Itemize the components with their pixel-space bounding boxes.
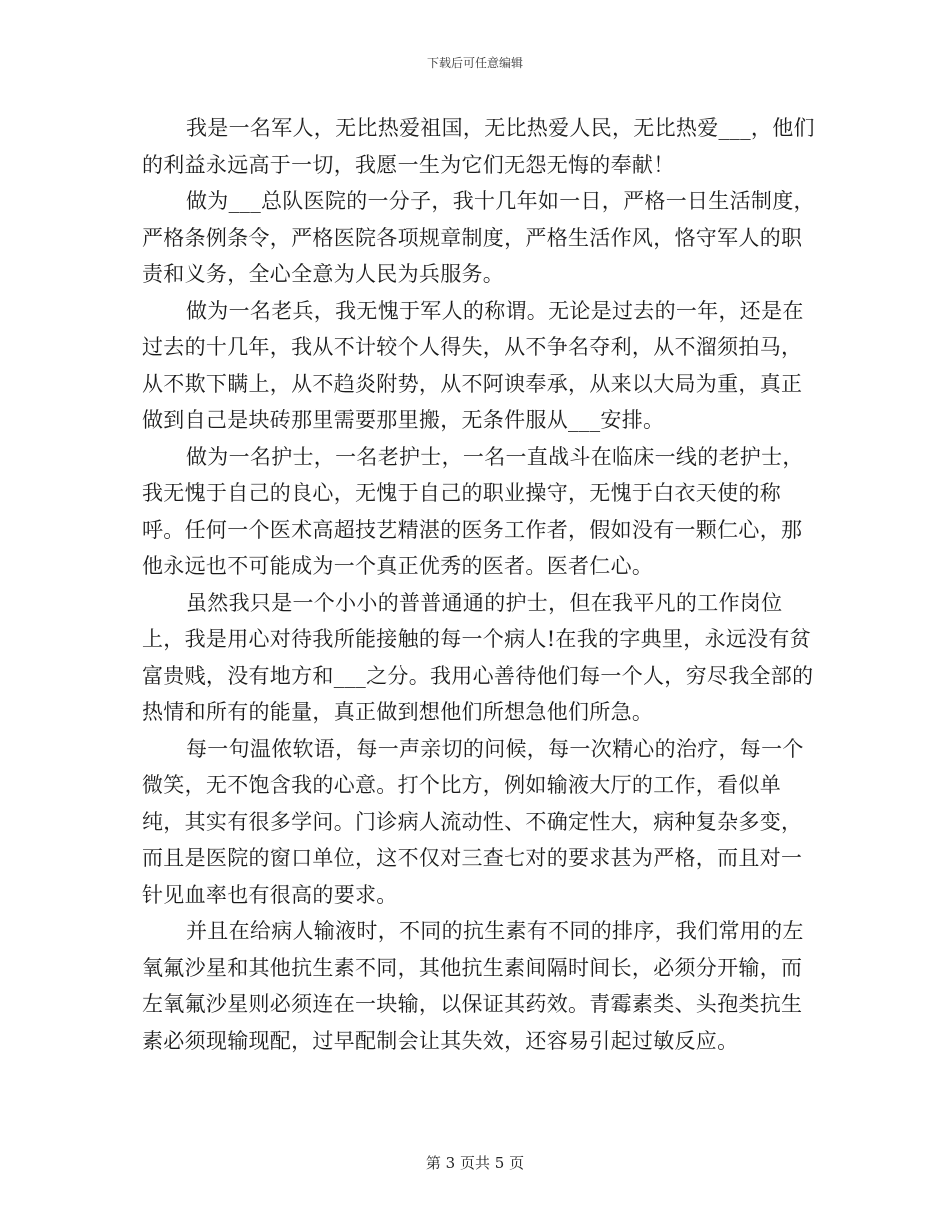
paragraph-2: 做为___总队医院的一分子，我十几年如一日，严格一日生活制度，严格条例条令，严格医院各项规章制度，严格生活作风，恪守军人的职责和义务，全心全意为人民为兵服务。 — [142, 189, 815, 286]
paragraph-1: 我是一名军人，无比热爱祖国，无比热爱人民，无比热爱___，他们的利益永远高于一切，我愿一生为它们无怨无悔的奉献！ — [142, 116, 815, 177]
document-body — [142, 110, 822, 1059]
page-header-note: 下载后可任意编辑 — [426, 56, 523, 70]
paragraph-3: 做为一名老兵，我无愧于军人的称谓。无论是过去的一年，还是在过去的十几年，我从不计较个人得失，从不争名夺利，从不溜须拍马，从不欺下瞒上，从不趋炎附势，从不阿谀奉承，从来以大局为重，真正做到自己是块砖那里需要那里搬，无条件服从___安排。 — [142, 298, 804, 432]
paragraph-4: 做为一名护士，一名老护士，一名一直战斗在临床一线的老护士，我无愧于自己的良心，无愧于自己的职业操守，无愧于白衣天使的称呼。任何一个医术高超技艺精湛的医务工作者，假如没有一颗仁心，那他永远也不可能成为一个真正优秀的医者。医者仁心。 — [142, 444, 804, 578]
paragraph-7: 并且在给病人输液时，不同的抗生素有不同的排序，我们常用的左氧氟沙星和其他抗生素不同，其他抗生素间隔时间长，必须分开输，而左氧氟沙星则必须连在一块输，以保证其药效。青霉素类、头孢类抗生素必须现输现配，过早配制会让其失效，还容易引起过敏反应。 — [142, 919, 804, 1053]
page-number-footer: 第 3 页共 5 页 — [425, 1154, 525, 1172]
paragraph-5: 虽然我只是一个小小的普普通通的护士，但在我平凡的工作岗位上，我是用心对待我所能接触的每一个病人!在我的字典里，永远没有贫富贵贱，没有地方和___之分。我用心善待他们每一个人，穷尽我全部的热情和所有的能量，真正做到想他们所想急他们所急。 — [142, 590, 814, 724]
paragraph-6: 每一句温侬软语，每一声亲切的问候，每一次精心的治疗，每一个微笑，无不饱含我的心意。打个比方，例如输液大厅的工作，看似单纯，其实有很多学问。门诊病人流动性、不确定性大，病种复杂多变，而且是医院的窗口单位，这不仅对三查七对的要求甚为严格，而且对一针见血率也有很高的要求。 — [142, 736, 804, 907]
